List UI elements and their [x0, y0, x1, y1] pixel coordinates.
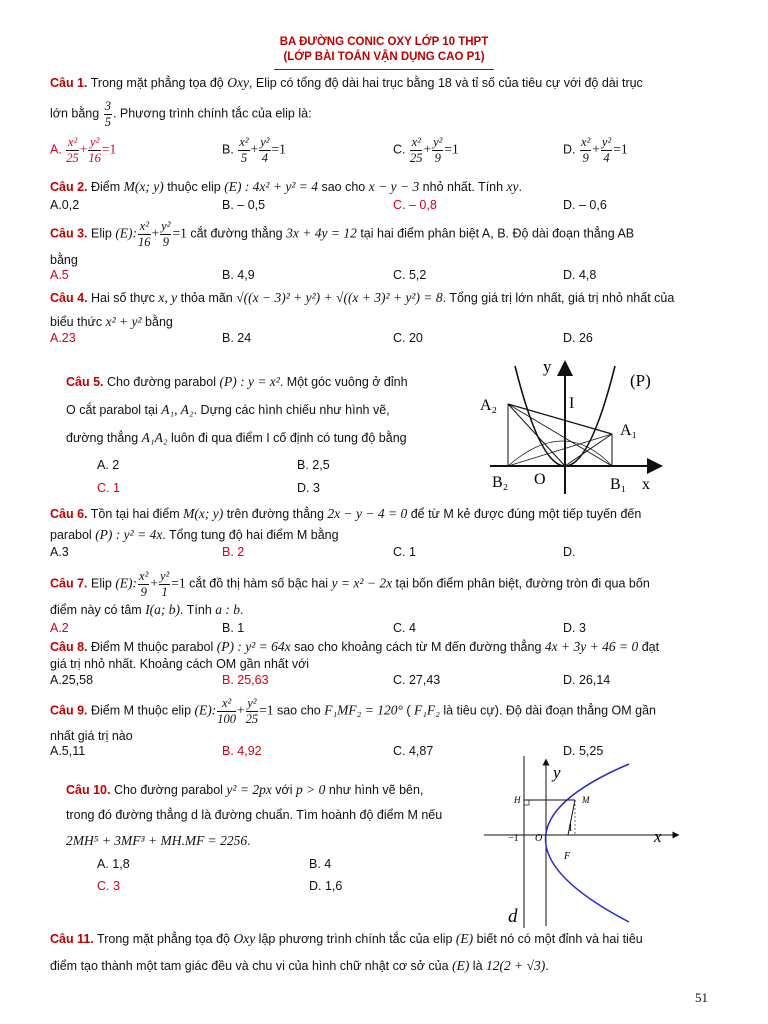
q5-option-a: A. 2: [97, 458, 120, 472]
q2-option-a: A.0,2: [50, 198, 80, 212]
q1-option-b: B. $\frac{\text{x²}}{5}$ + $\frac{\text{y²}}{4}$ =1: [222, 135, 286, 165]
q2-option-d: D. – 0,6: [563, 198, 607, 212]
q6-option-c: C. 1: [393, 545, 416, 559]
q6-option-d: D.: [563, 545, 576, 559]
fig10-label-O: O: [535, 833, 543, 844]
chord-a1a2: [508, 404, 612, 434]
q4-option-a: A.23: [50, 331, 76, 345]
page-number: 51: [695, 990, 708, 1005]
q9-option-b: B. 4,92: [222, 744, 262, 758]
q8-option-c: C. 27,43: [393, 673, 441, 687]
doc-title-line2: (LỚP BÀI TOÁN VẬN DỤNG CAO P1): [283, 51, 485, 63]
fig10-label-y: y: [553, 763, 561, 782]
question-7: Câu 7. Elip (E): $\frac{\text{x²}}{9}$ + $\frac{\text{y²}}{1}$ =1 cắt đồ thị hàm số bậc hai y = x² − 2x tại bốn điểm phân biệt, đường tròn đi qua bốn: [50, 569, 650, 599]
q4-option-d: D. 26: [563, 331, 593, 345]
q7-option-b: B. 1: [222, 621, 245, 635]
q6-option-b: B. 2: [222, 545, 245, 559]
fig10-label-x: x: [654, 827, 662, 846]
q5-option-b: B. 2,5: [297, 458, 330, 472]
q5-option-c: C. 1: [97, 481, 120, 495]
question-2: Câu 2. Điểm M(x; y) thuộc elip (E) : 4x² + y² = 4 sao cho x − y − 3 nhỏ nhất. Tính xy.: [50, 179, 523, 194]
parabola-curve: [546, 764, 630, 922]
question-8: Câu 8. Điểm M thuộc parabol (P) : y² = 64x sao cho khoảng cách từ M đến đường thẳng 4x + 3y + 46 = 0 đạt: [50, 639, 660, 654]
question-5-line3: đường thẳng A₁A₂ luôn đi qua điểm I cố định có tung độ bằng: [66, 430, 407, 445]
question-8-line2: giá trị nhỏ nhất. Khoảng cách OM gần nhất với: [50, 657, 310, 671]
q9-option-d: D. 5,25: [563, 744, 604, 758]
q4-option-b: B. 24: [222, 331, 252, 345]
q3-option-d: D. 4,8: [563, 268, 597, 282]
q8-option-d: D. 26,14: [563, 673, 611, 687]
question-10-line2: trong đó đường thẳng d là đường chuẩn. Tìm hoành độ điểm M nếu: [66, 808, 443, 822]
question-11: Câu 11. Trong mặt phẳng tọa độ Oxy lập phương trình chính tắc của elip (E) biết nó có một đỉnh và hai tiêu: [50, 931, 643, 946]
question-6: Câu 6. Tồn tại hai điểm M(x; y) trên đường thẳng 2x − y − 4 = 0 để từ M kẻ được đúng một tiếp tuyến đến: [50, 506, 642, 521]
fig5-label-A1: A₁: [620, 422, 638, 439]
q3-option-b: B. 4,9: [222, 268, 255, 282]
q10-option-d: D. 1,6: [309, 879, 343, 893]
q2-option-b: B. – 0,5: [222, 198, 266, 212]
q8-option-b: B. 25,63: [222, 673, 269, 687]
fig5-label-y: y: [543, 357, 552, 376]
fig5-label-B1: B₁: [610, 476, 627, 493]
fig10-label-minus1: −1: [508, 833, 519, 844]
question-9-line2: nhất giá trị nào: [50, 729, 133, 743]
q1-option-a: A. $\frac{\text{x²}}{25}$ + $\frac{\text{y²}}{16}$ =1: [50, 135, 117, 165]
question-1: Câu 1. Trong mặt phẳng tọa độ Oxy, Elip có tổng độ dài hai trục bằng 18 và tỉ số của tiêu cự với độ dài trục: [50, 75, 643, 90]
question-5: Câu 5. Cho đường parabol (P) : y = x². Một góc vuông ở đỉnh: [66, 374, 408, 389]
q4-option-c: C. 20: [393, 331, 423, 345]
q9-option-a: A.5,11: [50, 744, 86, 758]
fig10-label-1: 1: [568, 823, 573, 834]
fig10-label-M: M: [582, 795, 590, 805]
q7-option-c: C. 4: [393, 621, 416, 635]
q1-option-d: D. $\frac{\text{x²}}{9}$ + $\frac{\text{y²}}{4}$ =1: [563, 135, 628, 165]
question-7-line2: điểm này có tâm I(a; b). Tính a : b.: [50, 602, 244, 617]
fig5-label-P: (P): [630, 371, 651, 390]
question-3-line2: bằng: [50, 253, 78, 267]
fig10-label-d: d: [508, 906, 518, 927]
question-10-line3: 2MH⁵ + 3MF³ + MH.MF = 2256.: [66, 833, 251, 848]
question-9: Câu 9. Điểm M thuộc elip (E): $\frac{\text{x²}}{100}$ + $\frac{\text{y²}}{25}$ =1 sao cho F₁MF₂ = 120° ( F₁F₂ là tiêu cự). Độ dài đoạn thẳng OM gần: [50, 696, 656, 726]
q7-option-d: D. 3: [563, 621, 586, 635]
question-4: Câu 4. Hai số thực x, y thỏa mãn √((x − 3)² + y²) + √((x + 3)² + y²) = 8. Tổng giá trị lớn nhất, giá trị nhỏ nhất của: [50, 290, 675, 305]
fig10-label-H: H: [514, 795, 521, 805]
q3-option-c: C. 5,2: [393, 268, 427, 282]
q2-option-c: C. – 0,8: [393, 198, 437, 212]
q6-option-a: A.3: [50, 545, 69, 559]
q9-option-c: C. 4,87: [393, 744, 434, 758]
question-6-line2: parabol (P) : y² = 4x. Tổng tung độ hai điểm M bằng: [50, 527, 339, 542]
q5-parabola-figure: [470, 356, 670, 500]
q7-option-a: A.2: [50, 621, 69, 635]
fig5-label-O: O: [534, 471, 546, 488]
fig10-label-F: F: [564, 851, 571, 862]
q10-option-a: A. 1,8: [97, 857, 130, 871]
question-5-line2: O cắt parabol tại A₁, A₂. Dựng các hình chiếu như hình vẽ,: [66, 402, 390, 417]
q8-option-a: A.25,58: [50, 673, 94, 687]
q10-option-b: B. 4: [309, 857, 332, 871]
fig5-label-I: I: [569, 395, 575, 412]
q10-option-c: C. 3: [97, 879, 120, 893]
q5-option-d: D. 3: [297, 481, 320, 495]
fig5-label-A2: A₂: [480, 397, 498, 414]
title-underline: [274, 69, 494, 70]
question-11-line2: điểm tạo thành một tam giác đều và chu vi của hình chữ nhật cơ sở của (E) là 12(2 + √3).: [50, 958, 549, 973]
q1-option-c: C. $\frac{\text{x²}}{25}$ + $\frac{\text{y²}}{9}$ =1: [393, 135, 459, 165]
question-1-line2: lớn bằng $\frac{3}{5}$ . Phương trình chính tắc của elip là:: [50, 99, 312, 129]
question-10: Câu 10. Cho đường parabol y² = 2px với p > 0 như hình vẽ bên,: [66, 782, 424, 797]
doc-title-line1: BA ĐƯỜNG CONIC OXY LỚP 10 THPT: [279, 36, 489, 48]
fig5-label-B2: B₂: [492, 474, 509, 491]
question-4-line2: biểu thức x² + y² bằng: [50, 314, 173, 329]
question-3: Câu 3. Elip (E): $\frac{\text{x²}}{16}$ + $\frac{\text{y²}}{9}$ =1 cắt đường thẳng 3x + 4y = 12 tại hai điểm phân biệt A, B. Độ dài đoạn thẳng AB: [50, 219, 635, 249]
q10-parabola-figure: [484, 756, 684, 928]
q3-option-a: A.5: [50, 268, 69, 282]
fig5-label-x: x: [642, 476, 650, 493]
